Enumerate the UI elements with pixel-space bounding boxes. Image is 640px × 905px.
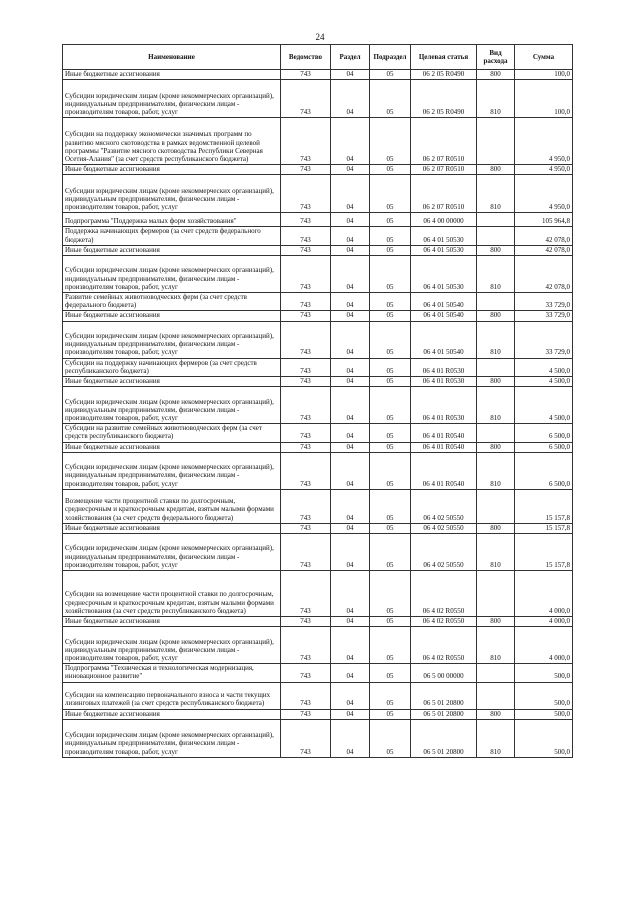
cell-section: 04 bbox=[331, 245, 370, 255]
cell-subsection: 05 bbox=[370, 571, 411, 617]
cell-subsection: 05 bbox=[370, 617, 411, 627]
cell-name: Субсидии юридическим лицам (кроме некоммерческих организаций), индивидуальным предпринимателям, физическим лицам - производителям товаров, работ, услуг bbox=[63, 627, 281, 664]
cell-section: 04 bbox=[331, 256, 370, 293]
cell-target-article: 06 4 01 R0530 bbox=[411, 377, 477, 387]
table-row bbox=[63, 311, 573, 321]
cell-subsection: 05 bbox=[370, 311, 411, 321]
cell-section: 04 bbox=[331, 227, 370, 245]
cell-expense-type: 800 bbox=[477, 523, 515, 533]
col-header-name: Наименование bbox=[63, 45, 281, 70]
cell-name: Иные бюджетные ассигнования bbox=[63, 523, 281, 533]
cell-expense-type: 800 bbox=[477, 165, 515, 175]
cell-target-article: 06 4 01 50530 bbox=[411, 227, 477, 245]
cell-amount: 6 500,0 bbox=[515, 442, 573, 452]
cell-department: 743 bbox=[281, 424, 331, 442]
cell-name: Иные бюджетные ассигнования bbox=[63, 311, 281, 321]
cell-target-article: 06 4 01 R0540 bbox=[411, 442, 477, 452]
cell-expense-type bbox=[477, 118, 515, 165]
cell-amount: 105 964,8 bbox=[515, 213, 573, 227]
cell-target-article: 06 4 02 R0550 bbox=[411, 571, 477, 617]
cell-target-article: 06 5 01 20800 bbox=[411, 709, 477, 719]
table-row bbox=[63, 358, 573, 376]
cell-subsection: 05 bbox=[370, 534, 411, 571]
cell-amount: 6 500,0 bbox=[515, 424, 573, 442]
cell-department: 743 bbox=[281, 534, 331, 571]
cell-expense-type: 810 bbox=[477, 321, 515, 358]
table-row bbox=[63, 682, 573, 709]
cell-section: 04 bbox=[331, 424, 370, 442]
cell-amount: 15 157,8 bbox=[515, 489, 573, 523]
cell-subsection: 05 bbox=[370, 664, 411, 682]
cell-expense-type: 810 bbox=[477, 719, 515, 757]
cell-target-article: 06 2 07 R0510 bbox=[411, 165, 477, 175]
cell-target-article: 06 2 07 R0510 bbox=[411, 175, 477, 213]
cell-amount: 4 500,0 bbox=[515, 358, 573, 376]
cell-name: Иные бюджетные ассигнования bbox=[63, 70, 281, 80]
cell-section: 04 bbox=[331, 321, 370, 358]
cell-expense-type bbox=[477, 213, 515, 227]
cell-amount: 33 729,0 bbox=[515, 321, 573, 358]
cell-target-article: 06 4 01 R0530 bbox=[411, 387, 477, 424]
cell-subsection: 05 bbox=[370, 293, 411, 311]
cell-subsection: 05 bbox=[370, 523, 411, 533]
table-row bbox=[63, 227, 573, 245]
table-row bbox=[63, 617, 573, 627]
cell-amount: 100,0 bbox=[515, 80, 573, 118]
cell-department: 743 bbox=[281, 358, 331, 376]
cell-name: Иные бюджетные ассигнования bbox=[63, 442, 281, 452]
cell-section: 04 bbox=[331, 358, 370, 376]
cell-expense-type: 800 bbox=[477, 70, 515, 80]
cell-subsection: 05 bbox=[370, 70, 411, 80]
table-row bbox=[63, 245, 573, 255]
cell-target-article: 06 4 02 50550 bbox=[411, 489, 477, 523]
cell-expense-type: 800 bbox=[477, 245, 515, 255]
cell-target-article: 06 4 01 R0530 bbox=[411, 358, 477, 376]
cell-expense-type bbox=[477, 571, 515, 617]
col-header-expense-type: Вид расхода bbox=[477, 45, 515, 70]
cell-amount: 500,0 bbox=[515, 664, 573, 682]
table-header-row bbox=[63, 45, 573, 70]
cell-section: 04 bbox=[331, 80, 370, 118]
cell-expense-type: 800 bbox=[477, 377, 515, 387]
cell-department: 743 bbox=[281, 175, 331, 213]
cell-amount: 4 950,0 bbox=[515, 118, 573, 165]
cell-name: Поддержка начинающих фермеров (за счет средств федерального бюджета) bbox=[63, 227, 281, 245]
cell-expense-type: 800 bbox=[477, 617, 515, 627]
table-row bbox=[63, 709, 573, 719]
cell-section: 04 bbox=[331, 489, 370, 523]
cell-target-article: 06 4 02 50550 bbox=[411, 534, 477, 571]
table-row bbox=[63, 256, 573, 293]
table-row bbox=[63, 70, 573, 80]
cell-name: Иные бюджетные ассигнования bbox=[63, 165, 281, 175]
cell-amount: 4 000,0 bbox=[515, 571, 573, 617]
cell-subsection: 05 bbox=[370, 358, 411, 376]
cell-amount: 42 078,0 bbox=[515, 256, 573, 293]
cell-target-article: 06 4 01 50540 bbox=[411, 311, 477, 321]
cell-department: 743 bbox=[281, 452, 331, 489]
cell-amount: 42 078,0 bbox=[515, 245, 573, 255]
cell-name: Субсидии юридическим лицам (кроме некоммерческих организаций), индивидуальным предпринимателям, физическим лицам - производителям товаров, работ, услуг bbox=[63, 175, 281, 213]
cell-department: 743 bbox=[281, 571, 331, 617]
table-body bbox=[63, 70, 573, 758]
cell-amount: 100,0 bbox=[515, 70, 573, 80]
cell-target-article: 06 4 02 50550 bbox=[411, 523, 477, 533]
cell-subsection: 05 bbox=[370, 387, 411, 424]
cell-department: 743 bbox=[281, 617, 331, 627]
cell-amount: 500,0 bbox=[515, 682, 573, 709]
cell-section: 04 bbox=[331, 377, 370, 387]
cell-target-article: 06 4 01 50530 bbox=[411, 256, 477, 293]
cell-section: 04 bbox=[331, 213, 370, 227]
table-row bbox=[63, 387, 573, 424]
cell-department: 743 bbox=[281, 80, 331, 118]
cell-expense-type: 810 bbox=[477, 452, 515, 489]
cell-name: Субсидии юридическим лицам (кроме некоммерческих организаций), индивидуальным предпринимателям, физическим лицам - производителям товаров, работ, услуг bbox=[63, 534, 281, 571]
cell-name: Субсидии юридическим лицам (кроме некоммерческих организаций), индивидуальным предпринимателям, физическим лицам - производителям товаров, работ, услуг bbox=[63, 387, 281, 424]
cell-subsection: 05 bbox=[370, 709, 411, 719]
table-row bbox=[63, 213, 573, 227]
cell-expense-type: 810 bbox=[477, 175, 515, 213]
table-row bbox=[63, 534, 573, 571]
cell-expense-type: 800 bbox=[477, 709, 515, 719]
cell-amount: 4 950,0 bbox=[515, 165, 573, 175]
cell-name: Субсидии на поддержку начинающих фермеров (за счет средств республиканского бюджета) bbox=[63, 358, 281, 376]
table-row bbox=[63, 627, 573, 664]
col-header-target-article: Целевая статья bbox=[411, 45, 477, 70]
cell-section: 04 bbox=[331, 617, 370, 627]
table-row bbox=[63, 719, 573, 757]
cell-target-article: 06 4 01 R0540 bbox=[411, 452, 477, 489]
cell-subsection: 05 bbox=[370, 321, 411, 358]
table-row bbox=[63, 424, 573, 442]
cell-department: 743 bbox=[281, 664, 331, 682]
table-row bbox=[63, 80, 573, 118]
cell-amount: 4 000,0 bbox=[515, 627, 573, 664]
cell-section: 04 bbox=[331, 175, 370, 213]
cell-expense-type bbox=[477, 293, 515, 311]
cell-department: 743 bbox=[281, 709, 331, 719]
cell-amount: 4 000,0 bbox=[515, 617, 573, 627]
cell-section: 04 bbox=[331, 571, 370, 617]
cell-name: Субсидии юридическим лицам (кроме некоммерческих организаций), индивидуальным предпринимателям, физическим лицам - производителям товаров, работ, услуг bbox=[63, 80, 281, 118]
cell-section: 04 bbox=[331, 118, 370, 165]
cell-department: 743 bbox=[281, 627, 331, 664]
table-row bbox=[63, 175, 573, 213]
cell-expense-type bbox=[477, 227, 515, 245]
table-row bbox=[63, 452, 573, 489]
cell-department: 743 bbox=[281, 387, 331, 424]
table-row bbox=[63, 321, 573, 358]
cell-section: 04 bbox=[331, 523, 370, 533]
cell-section: 04 bbox=[331, 452, 370, 489]
cell-section: 04 bbox=[331, 719, 370, 757]
cell-subsection: 05 bbox=[370, 165, 411, 175]
cell-target-article: 06 2 05 R0490 bbox=[411, 70, 477, 80]
cell-subsection: 05 bbox=[370, 227, 411, 245]
cell-amount: 15 157,8 bbox=[515, 523, 573, 533]
cell-target-article: 06 4 01 50530 bbox=[411, 245, 477, 255]
cell-target-article: 06 5 01 20800 bbox=[411, 719, 477, 757]
cell-name: Иные бюджетные ассигнования bbox=[63, 617, 281, 627]
cell-name: Субсидии юридическим лицам (кроме некоммерческих организаций), индивидуальным предпринимателям, физическим лицам - производителям товаров, работ, услуг bbox=[63, 321, 281, 358]
cell-department: 743 bbox=[281, 165, 331, 175]
table-row bbox=[63, 523, 573, 533]
cell-subsection: 05 bbox=[370, 452, 411, 489]
table-row bbox=[63, 571, 573, 617]
table-row bbox=[63, 442, 573, 452]
cell-name: Возмещение части процентной ставки по долгосрочным, среднесрочным и краткосрочным кредитам, взятым малыми формами хозяйствования (за счет средств федерального бюджета) bbox=[63, 489, 281, 523]
cell-name: Иные бюджетные ассигнования bbox=[63, 709, 281, 719]
cell-section: 04 bbox=[331, 664, 370, 682]
cell-name: Подпрограмма "Техническая и технологическая модернизация, инновационное развитие" bbox=[63, 664, 281, 682]
cell-amount: 500,0 bbox=[515, 719, 573, 757]
cell-amount: 33 729,0 bbox=[515, 311, 573, 321]
cell-section: 04 bbox=[331, 387, 370, 424]
cell-department: 743 bbox=[281, 719, 331, 757]
cell-target-article: 06 4 00 00000 bbox=[411, 213, 477, 227]
cell-expense-type: 810 bbox=[477, 80, 515, 118]
cell-department: 743 bbox=[281, 256, 331, 293]
cell-expense-type bbox=[477, 358, 515, 376]
col-header-subsection: Подраздел bbox=[370, 45, 411, 70]
cell-amount: 6 500,0 bbox=[515, 452, 573, 489]
cell-expense-type: 810 bbox=[477, 534, 515, 571]
cell-amount: 4 950,0 bbox=[515, 175, 573, 213]
cell-target-article: 06 4 01 50540 bbox=[411, 321, 477, 358]
cell-department: 743 bbox=[281, 70, 331, 80]
cell-section: 04 bbox=[331, 70, 370, 80]
cell-name: Субсидии на компенсацию первоначального взноса и части текущих лизинговых платежей (за счет средств республиканского бюджета) bbox=[63, 682, 281, 709]
cell-department: 743 bbox=[281, 321, 331, 358]
cell-department: 743 bbox=[281, 523, 331, 533]
cell-section: 04 bbox=[331, 311, 370, 321]
cell-section: 04 bbox=[331, 534, 370, 571]
cell-subsection: 05 bbox=[370, 719, 411, 757]
cell-expense-type: 800 bbox=[477, 442, 515, 452]
cell-subsection: 05 bbox=[370, 80, 411, 118]
cell-expense-type: 810 bbox=[477, 387, 515, 424]
cell-amount: 15 157,8 bbox=[515, 534, 573, 571]
cell-expense-type: 800 bbox=[477, 311, 515, 321]
cell-name: Субсидии на развитие семейных животноводческих ферм (за счет средств республиканского бюджета) bbox=[63, 424, 281, 442]
cell-section: 04 bbox=[331, 709, 370, 719]
table-row bbox=[63, 377, 573, 387]
page-number: 24 bbox=[315, 32, 325, 42]
cell-target-article: 06 4 02 R0550 bbox=[411, 627, 477, 664]
cell-name: Развитие семейных животноводческих ферм (за счет средств федерального бюджета) bbox=[63, 293, 281, 311]
cell-subsection: 05 bbox=[370, 627, 411, 664]
cell-expense-type bbox=[477, 489, 515, 523]
cell-target-article: 06 4 01 R0540 bbox=[411, 424, 477, 442]
col-header-department: Ведомство bbox=[281, 45, 331, 70]
cell-name: Иные бюджетные ассигнования bbox=[63, 377, 281, 387]
cell-name: Субсидии на возмещение части процентной ставки по долгосрочным, среднесрочным и краткосрочным кредитам, взятым малыми формами хозяйствования (за счет средств республиканского бюджета) bbox=[63, 571, 281, 617]
cell-name: Иные бюджетные ассигнования bbox=[63, 245, 281, 255]
cell-subsection: 05 bbox=[370, 245, 411, 255]
cell-department: 743 bbox=[281, 682, 331, 709]
cell-department: 743 bbox=[281, 489, 331, 523]
table-row bbox=[63, 489, 573, 523]
cell-name: Субсидии юридическим лицам (кроме некоммерческих организаций), индивидуальным предпринимателям, физическим лицам - производителям товаров, работ, услуг bbox=[63, 452, 281, 489]
cell-expense-type bbox=[477, 424, 515, 442]
cell-section: 04 bbox=[331, 442, 370, 452]
cell-amount: 4 500,0 bbox=[515, 377, 573, 387]
cell-subsection: 05 bbox=[370, 424, 411, 442]
cell-subsection: 05 bbox=[370, 489, 411, 523]
cell-target-article: 06 2 05 R0490 bbox=[411, 80, 477, 118]
cell-subsection: 05 bbox=[370, 213, 411, 227]
cell-target-article: 06 5 00 00000 bbox=[411, 664, 477, 682]
cell-amount: 4 500,0 bbox=[515, 387, 573, 424]
table-row bbox=[63, 293, 573, 311]
budget-table bbox=[62, 44, 573, 758]
cell-expense-type: 810 bbox=[477, 256, 515, 293]
col-header-amount: Сумма bbox=[515, 45, 573, 70]
cell-amount: 33 729,0 bbox=[515, 293, 573, 311]
cell-expense-type bbox=[477, 682, 515, 709]
table-row bbox=[63, 118, 573, 165]
cell-amount: 500,0 bbox=[515, 709, 573, 719]
col-header-section: Раздел bbox=[331, 45, 370, 70]
cell-name: Субсидии юридическим лицам (кроме некоммерческих организаций), индивидуальным предпринимателям, физическим лицам - производителям товаров, работ, услуг bbox=[63, 256, 281, 293]
cell-subsection: 05 bbox=[370, 682, 411, 709]
cell-section: 04 bbox=[331, 293, 370, 311]
cell-subsection: 05 bbox=[370, 175, 411, 213]
cell-section: 04 bbox=[331, 682, 370, 709]
cell-target-article: 06 2 07 R0510 bbox=[411, 118, 477, 165]
cell-name: Субсидии на поддержку экономически значимых программ по развитию мясного скотоводства в рамках ведомственной целевой программы "Развитие мясного скотоводства Республики Северная Осетия-Алания" (за счет средств республиканского бюджета) bbox=[63, 118, 281, 165]
cell-department: 743 bbox=[281, 118, 331, 165]
cell-subsection: 05 bbox=[370, 118, 411, 165]
cell-section: 04 bbox=[331, 165, 370, 175]
cell-subsection: 05 bbox=[370, 256, 411, 293]
cell-subsection: 05 bbox=[370, 377, 411, 387]
cell-department: 743 bbox=[281, 442, 331, 452]
cell-name: Подпрограмма "Поддержка малых форм хозяйствования" bbox=[63, 213, 281, 227]
cell-expense-type bbox=[477, 664, 515, 682]
cell-department: 743 bbox=[281, 293, 331, 311]
cell-department: 743 bbox=[281, 245, 331, 255]
cell-amount: 42 078,0 bbox=[515, 227, 573, 245]
cell-department: 743 bbox=[281, 311, 331, 321]
table-row bbox=[63, 664, 573, 682]
cell-department: 743 bbox=[281, 227, 331, 245]
cell-department: 743 bbox=[281, 377, 331, 387]
cell-department: 743 bbox=[281, 213, 331, 227]
cell-expense-type: 810 bbox=[477, 627, 515, 664]
cell-target-article: 06 4 02 R0550 bbox=[411, 617, 477, 627]
cell-section: 04 bbox=[331, 627, 370, 664]
table-row bbox=[63, 165, 573, 175]
cell-target-article: 06 4 01 50540 bbox=[411, 293, 477, 311]
cell-name: Субсидии юридическим лицам (кроме некоммерческих организаций), индивидуальным предпринимателям, физическим лицам - производителям товаров, работ, услуг bbox=[63, 719, 281, 757]
cell-target-article: 06 5 01 20800 bbox=[411, 682, 477, 709]
cell-subsection: 05 bbox=[370, 442, 411, 452]
